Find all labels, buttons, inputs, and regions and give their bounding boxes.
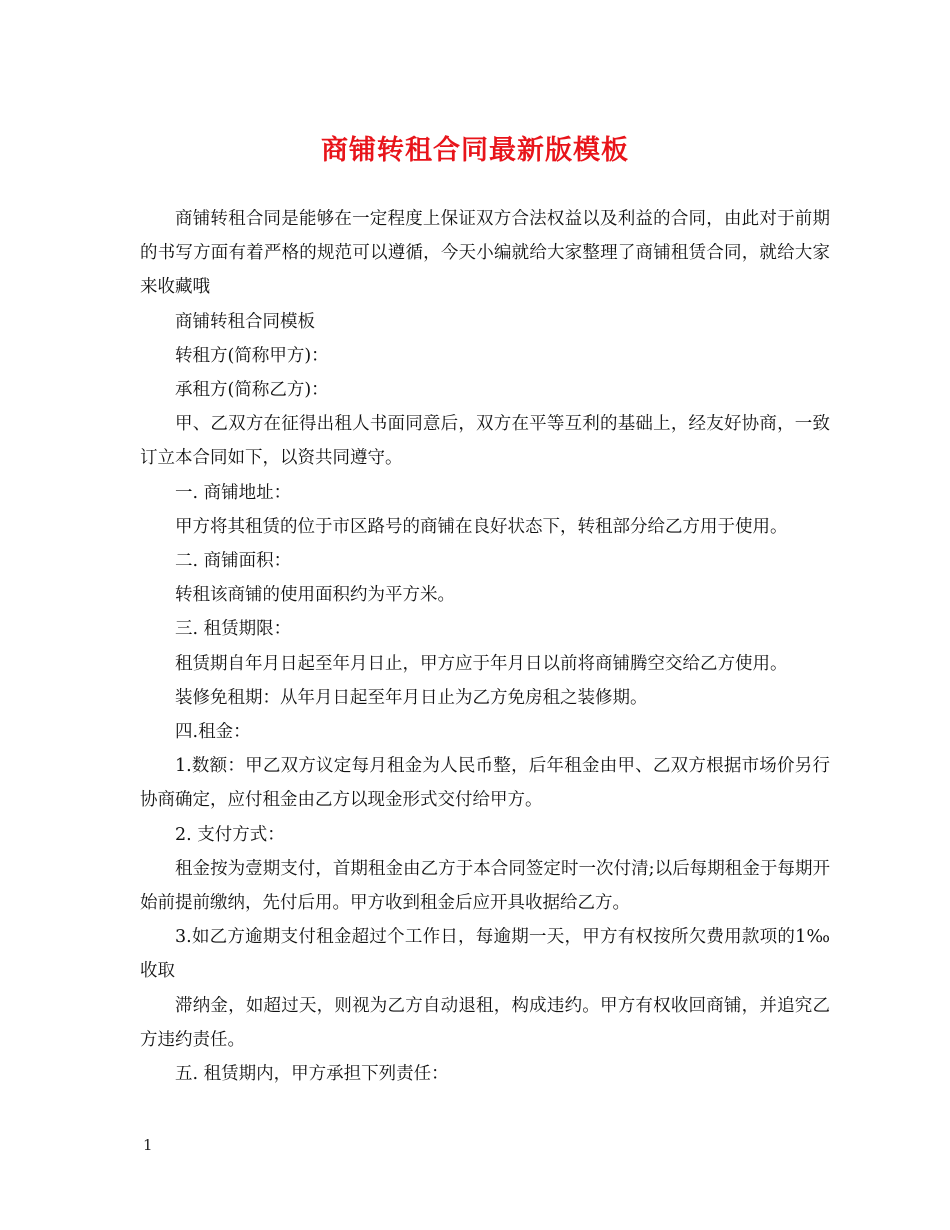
paragraph-late-payment: 3.如乙方逾期支付租金超过个工作日，每逾期一天，甲方有权按所欠费用款项的1‰收取 <box>140 927 830 982</box>
section-heading-responsibilities: 五. 租赁期内，甲方承担下列责任： <box>175 1064 449 1085</box>
paragraph-rent-amount: 1.数额：甲乙双方议定每月租金为人民币整，后年租金由甲、乙双方根据市场价另行协商确定，应付租金由乙方以现金形式交付给甲方。 <box>140 756 830 811</box>
paragraph-agreement: 甲、乙双方在征得出租人书面同意后，双方在平等互利的基础上，经友好协商，一致订立本合同如下，以资共同遵守。 <box>140 414 830 469</box>
paragraph-payment-method: 租金按为壹期支付，首期租金由乙方于本合同签定时一次付清;以后每期租金于每期开始前提前缴纳，先付后用。甲方收到租金后应开具收据给乙方。 <box>140 858 830 914</box>
section-heading-term: 三. 租赁期限： <box>175 619 292 640</box>
paragraph-intro: 商铺转租合同是能够在一定程度上保证双方合法权益以及利益的合同，由此对于前期的书写方面有着严格的规范可以遵循，今天小编就给大家整理了商铺租赁合同，就给大家来收藏哦 <box>140 209 830 298</box>
section-heading-address: 一. 商铺地址： <box>175 482 292 503</box>
paragraph-party-a: 转租方(简称甲方)： <box>175 345 329 366</box>
paragraph-payment-method-heading: 2. 支付方式： <box>175 824 285 845</box>
paragraph-template-heading: 商铺转租合同模板 <box>175 311 315 332</box>
section-heading-area: 二. 商铺面积： <box>175 551 292 572</box>
document-title: 商铺转租合同最新版模板 <box>321 135 629 166</box>
paragraph-late-fee: 滞纳金，如超过天，则视为乙方自动退租，构成违约。甲方有权收回商铺，并追究乙方违约责任。 <box>140 995 830 1050</box>
paragraph-term: 租赁期自年月日起至年月日止，甲方应于年月日以前将商铺腾空交给乙方使用。 <box>175 653 788 674</box>
paragraph-renovation-period: 装修免租期：从年月日起至年月日止为乙方免房租之装修期。 <box>175 687 648 708</box>
page-number: 1 <box>143 1136 153 1154</box>
paragraph-address: 甲方将其租赁的位于市区路号的商铺在良好状态下，转租部分给乙方用于使用。 <box>175 516 788 537</box>
document-body <box>140 202 830 1091</box>
paragraph-party-b: 承租方(简称乙方)： <box>175 380 329 401</box>
section-heading-rent: 四.租金： <box>175 722 251 743</box>
paragraph-area: 转租该商铺的使用面积约为平方米。 <box>175 585 455 606</box>
